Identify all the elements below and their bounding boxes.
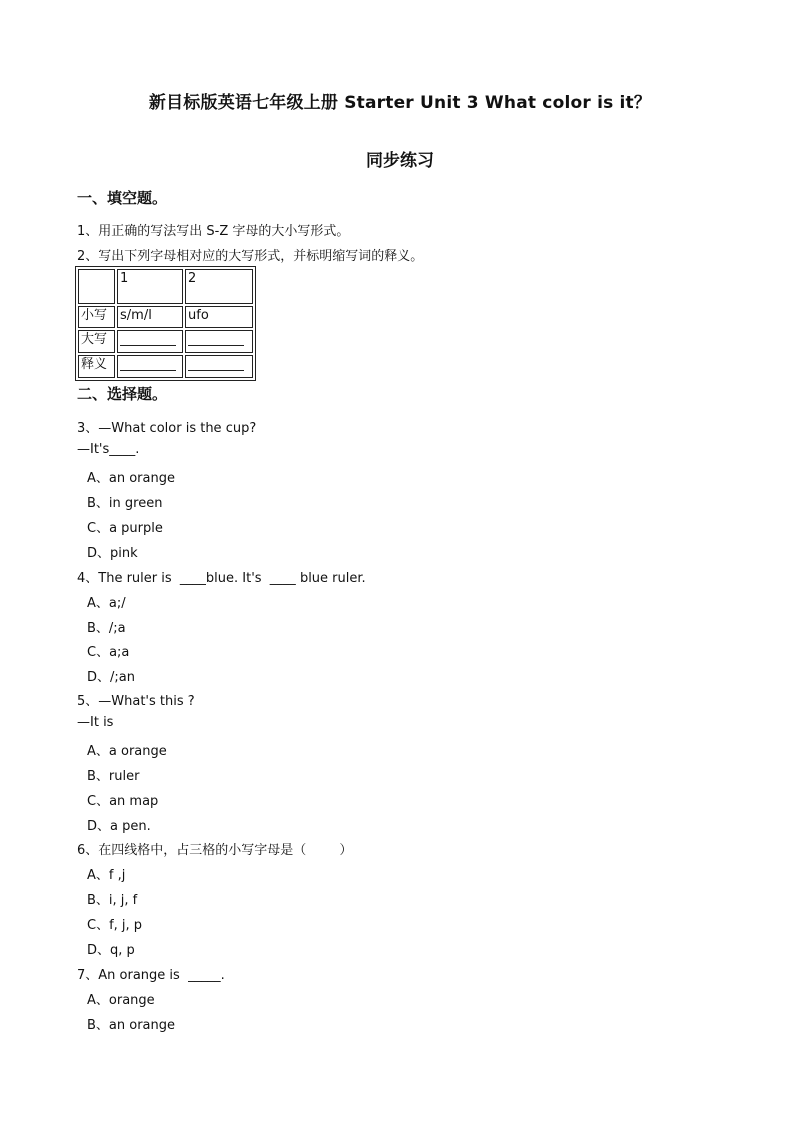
question-3-option-a[interactable]: A、an orange [87,471,175,486]
letters-table [75,266,256,381]
answer-blank-cell[interactable] [117,330,183,353]
table-cell: s/m/l [117,306,183,328]
table-cell: ufo [185,306,253,328]
question-4-option-d[interactable]: D、/;an [87,670,135,685]
question-3-stem-2: —It's____. [77,442,140,457]
question-5-stem: 5、—What's this ? [77,694,195,709]
question-4-stem: 4、The ruler is ____blue. It's ____ blue ruler. [77,571,366,586]
question-3-option-b[interactable]: B、in green [87,496,163,511]
table-cell: 释义 [78,355,115,378]
question-5-option-c[interactable]: C、an map [87,794,159,809]
table-row [78,355,253,378]
question-3-stem: 3、—What color is the cup? [77,421,257,436]
answer-blank[interactable] [188,331,244,346]
table-cell: 1 [117,269,183,304]
table-row [78,330,253,353]
table-row [78,306,253,328]
table-cell: 小写 [78,306,115,328]
question-3-option-d[interactable]: D、pink [87,546,138,561]
question-5-option-a[interactable]: A、a orange [87,744,167,759]
question-3-option-c[interactable]: C、a purple [87,521,163,536]
answer-blank-cell[interactable] [185,330,253,353]
answer-blank-cell[interactable] [117,355,183,378]
answer-blank[interactable] [188,356,244,371]
question-5-option-b[interactable]: B、ruler [87,769,140,784]
question-6-option-c[interactable]: C、f, j, p [87,918,143,933]
question-6-option-a[interactable]: A、f ,j [87,868,126,883]
question-6-option-b[interactable]: B、i, j, f [87,893,138,908]
question-4-option-a[interactable]: A、a;/ [87,596,126,611]
question-7-option-a[interactable]: A、orange [87,993,155,1008]
page-title: 新目标版英语七年级上册 Starter Unit 3 What color is it？ [148,93,652,113]
table-cell: 大写 [78,330,115,353]
table-cell: 2 [185,269,253,304]
question-6-stem: 6、在四线格中，占三格的小写字母是（ ） [77,843,353,858]
table-row [78,269,253,304]
question-4-option-b[interactable]: B、/;a [87,621,126,636]
question-2: 2、写出下列字母相对应的大写形式，并标明缩写词的释义。 [77,249,424,264]
question-4-option-c[interactable]: C、a;a [87,645,130,660]
question-5-stem-2: —It is [77,715,114,730]
question-7-stem: 7、An orange is _____. [77,968,225,983]
answer-blank-cell[interactable] [185,355,253,378]
question-7-option-b[interactable]: B、an orange [87,1018,176,1033]
page-subtitle: 同步练习 [366,151,434,171]
question-5-option-d[interactable]: D、a pen. [87,819,151,834]
table-cell [78,269,115,304]
answer-blank[interactable] [120,356,176,371]
section-heading-fill-in: 一、填空题。 [77,189,168,207]
answer-blank[interactable] [120,331,176,346]
question-6-option-d[interactable]: D、q, p [87,943,135,958]
question-1: 1、用正确的写法写出 S-Z 字母的大小写形式。 [77,224,350,239]
section-heading-multiple-choice: 二、选择题。 [77,385,168,403]
